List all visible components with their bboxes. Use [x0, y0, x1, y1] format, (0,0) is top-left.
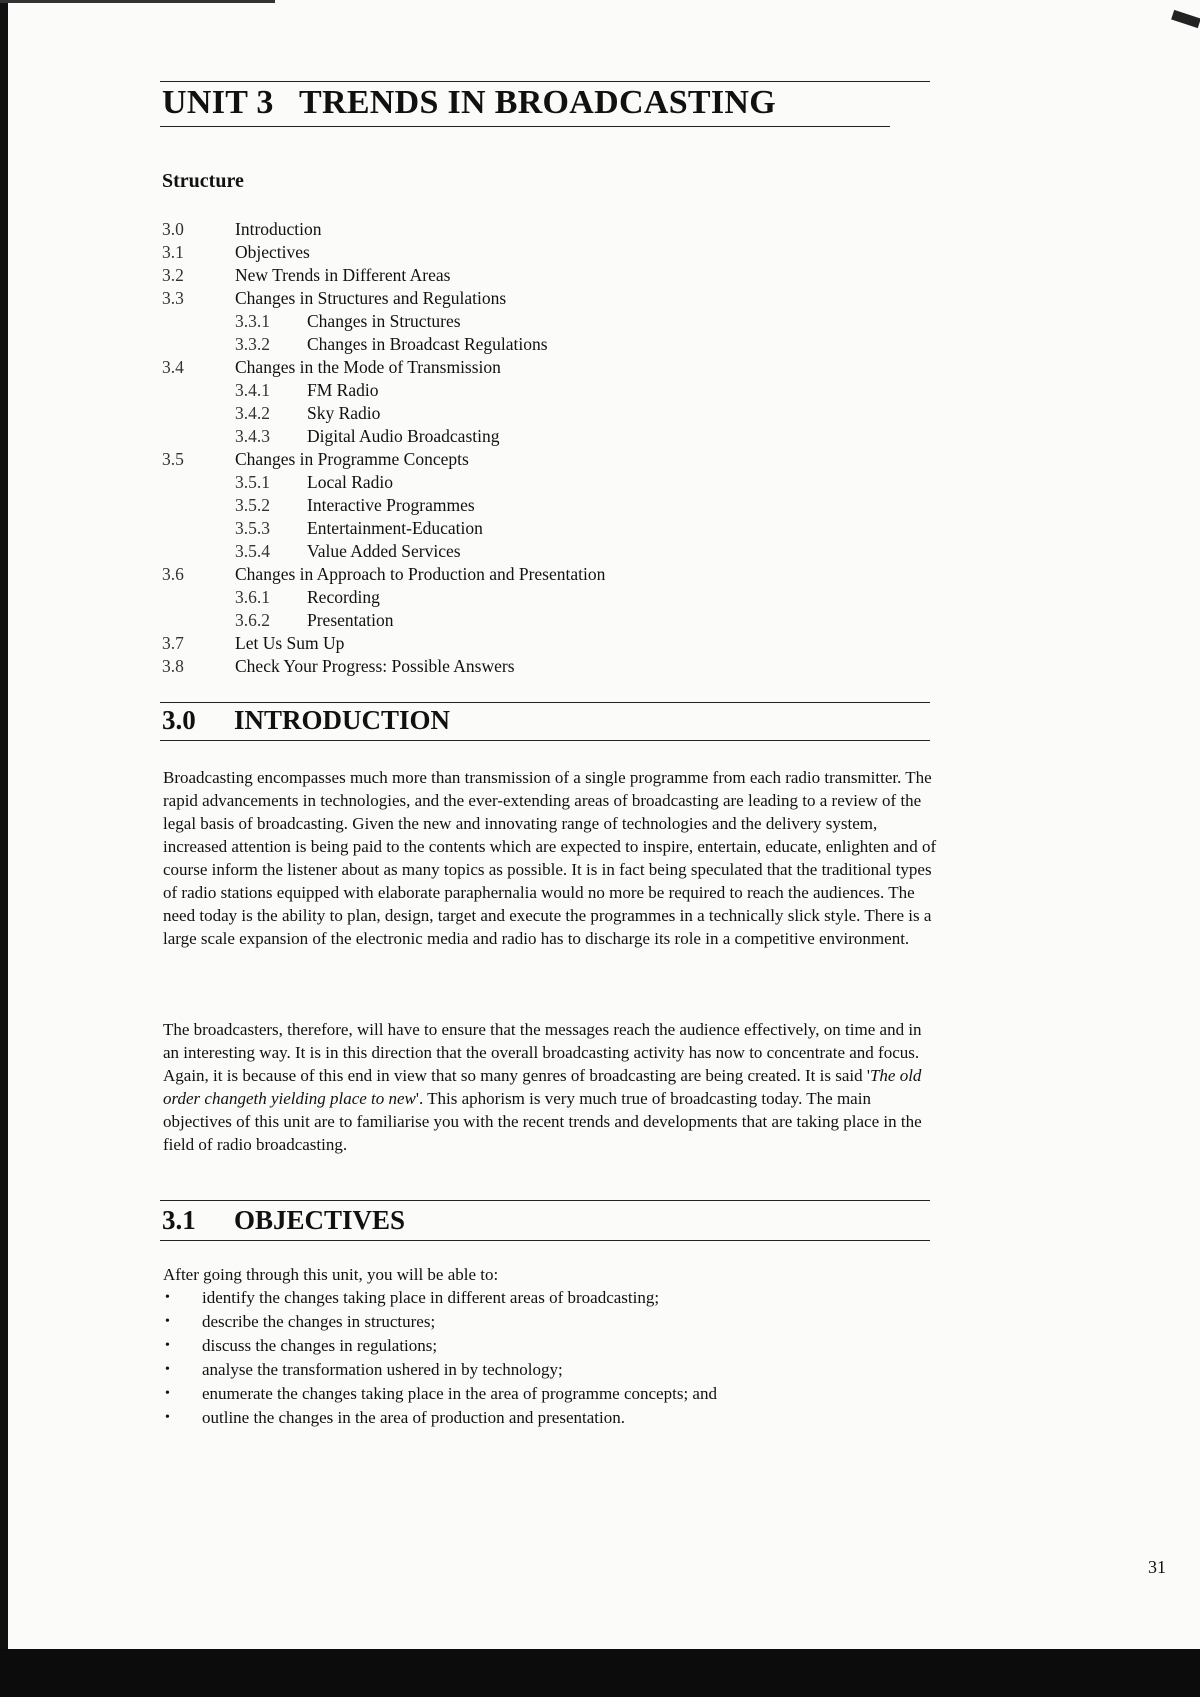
objective-text: discuss the changes in regulations; — [202, 1336, 438, 1355]
objective-text: enumerate the changes taking place in the area of programme concepts; and — [202, 1384, 717, 1403]
toc-item-number: 3.8 — [162, 656, 184, 676]
toc-item-label: Sky Radio — [307, 403, 381, 423]
objective-text: describe the changes in structures; — [202, 1312, 436, 1331]
introduction-heading-text: INTRODUCTION — [234, 705, 451, 735]
toc-item-label: Changes in the Mode of Transmission — [235, 357, 501, 377]
toc-item-label: Local Radio — [307, 472, 394, 492]
toc-item-number: 3.5.3 — [235, 518, 270, 538]
bullet-icon: • — [165, 1314, 170, 1329]
toc-item-label: Changes in Structures — [307, 311, 461, 331]
introduction-paragraph-1: Broadcasting encompasses much more than transmission of a single programme from each radio transmitter. The rapid advancements in technologies, and the ever-extending areas of broadcasting are leading to a review of the legal basis of broadcasting. Given the new and innovating range of technologies and the delivery system, increased attention is being paid to the contents which are expected to inspire, entertain, educate, enlighten and of course inform the listener about as many topics as possible. It is in fact being speculated that the traditional types of radio stations equipped with elaborate paraphernalia would no more be required to reach the audiences. The need today is the ability to plan, design, target and execute the programmes in a technically slick style. There is a large scale expansion of the electronic media and radio has to discharge its role in a competitive environment. — [163, 768, 937, 948]
objectives-heading-text: OBJECTIVES — [234, 1205, 406, 1235]
toc-item-label: Objectives — [235, 242, 310, 262]
toc-item-number: 3.6.2 — [235, 610, 270, 630]
introduction-paragraph-2-start: The broadcasters, therefore, will have to ensure that the messages reach the audience effectively, on time and in an interesting way. It is in this direction that the overall broadcasting activity has now to concentrate and focus. Again, it is because of this end in view that so many genres of broadcasting are being created. It is said ' — [163, 1020, 922, 1085]
objectives-bottom-rule — [160, 1240, 930, 1241]
introduction-paragraph-2 — [163, 1018, 937, 1156]
unit-title-text: TRENDS IN BROADCASTING — [299, 84, 777, 121]
objective-text: analyse the transformation ushered in by technology; — [202, 1360, 563, 1379]
toc-item-label: Changes in Approach to Production and Presentation — [235, 564, 606, 584]
title-top-rule — [160, 81, 930, 82]
toc-item-label: Changes in Broadcast Regulations — [307, 334, 548, 354]
toc-item-number: 3.4.2 — [235, 403, 270, 423]
bullet-icon: • — [165, 1386, 170, 1401]
introduction-number: 3.0 — [162, 705, 196, 735]
toc-item-number: 3.7 — [162, 633, 184, 653]
toc-item-number: 3.6 — [162, 564, 184, 584]
toc-item-number: 3.5.4 — [235, 541, 270, 561]
page-number: 31 — [1148, 1557, 1166, 1577]
intro-top-rule — [160, 702, 930, 703]
toc-item-label: Changes in Programme Concepts — [235, 449, 469, 469]
objectives-number: 3.1 — [162, 1205, 196, 1235]
toc-item-number: 3.3 — [162, 288, 184, 308]
introduction-heading — [162, 705, 450, 736]
bullet-icon: • — [165, 1338, 170, 1353]
toc-item-number: 3.4.1 — [235, 380, 270, 400]
toc-item-label: Introduction — [235, 219, 322, 239]
toc-item-number: 3.5 — [162, 449, 184, 469]
bullet-icon: • — [165, 1410, 170, 1425]
toc-item-label: Recording — [307, 587, 380, 607]
toc-item-number: 3.4 — [162, 357, 184, 377]
objectives-heading — [162, 1205, 405, 1236]
structure-heading: Structure — [162, 170, 244, 192]
toc-item-label: Entertainment-Education — [307, 518, 483, 538]
toc-item-label: FM Radio — [307, 380, 379, 400]
objective-text: outline the changes in the area of production and presentation. — [202, 1408, 625, 1427]
toc-item-label: New Trends in Different Areas — [235, 265, 451, 285]
objective-text: identify the changes taking place in different areas of broadcasting; — [202, 1288, 660, 1307]
introduction-quote: The old order changeth yielding place to new — [163, 1066, 922, 1108]
scan-mark-top — [0, 0, 275, 3]
toc-item-number: 3.5.1 — [235, 472, 270, 492]
objectives-lead: After going through this unit, you will be able to: — [163, 1265, 499, 1284]
toc-item-number: 3.4.3 — [235, 426, 270, 446]
toc-item-label: Let Us Sum Up — [235, 633, 345, 653]
toc-item-number: 3.3.1 — [235, 311, 270, 331]
toc-item-label: Presentation — [307, 610, 394, 630]
toc-item-label: Check Your Progress: Possible Answers — [235, 656, 515, 676]
toc-item-label: Changes in Structures and Regulations — [235, 288, 507, 308]
title-bottom-rule — [160, 126, 890, 127]
bullet-icon: • — [165, 1362, 170, 1377]
unit-title — [162, 84, 776, 122]
toc-item-number: 3.0 — [162, 219, 184, 239]
scan-shadow-bottom — [0, 1649, 1200, 1697]
toc-item-number: 3.2 — [162, 265, 184, 285]
toc-item-number: 3.1 — [162, 242, 184, 262]
toc-item-number: 3.5.2 — [235, 495, 270, 515]
toc-item-number: 3.6.1 — [235, 587, 270, 607]
toc-item-number: 3.3.2 — [235, 334, 270, 354]
toc-item-label: Digital Audio Broadcasting — [307, 426, 500, 446]
bullet-icon: • — [165, 1290, 170, 1305]
scan-mark-corner — [1171, 10, 1200, 28]
scan-shadow-left — [0, 0, 8, 1697]
introduction-paragraph-2-end: '. This aphorism is very much true of broadcasting today. The main objectives of this unit are to familiarise you with the recent trends and developments that are taking place in the field of radio broadcasting. — [163, 1089, 922, 1154]
intro-bottom-rule — [160, 740, 930, 741]
unit-number: UNIT 3 — [162, 84, 274, 121]
objectives-top-rule — [160, 1200, 930, 1201]
toc-item-label: Interactive Programmes — [307, 495, 475, 515]
toc-item-label: Value Added Services — [307, 541, 461, 561]
